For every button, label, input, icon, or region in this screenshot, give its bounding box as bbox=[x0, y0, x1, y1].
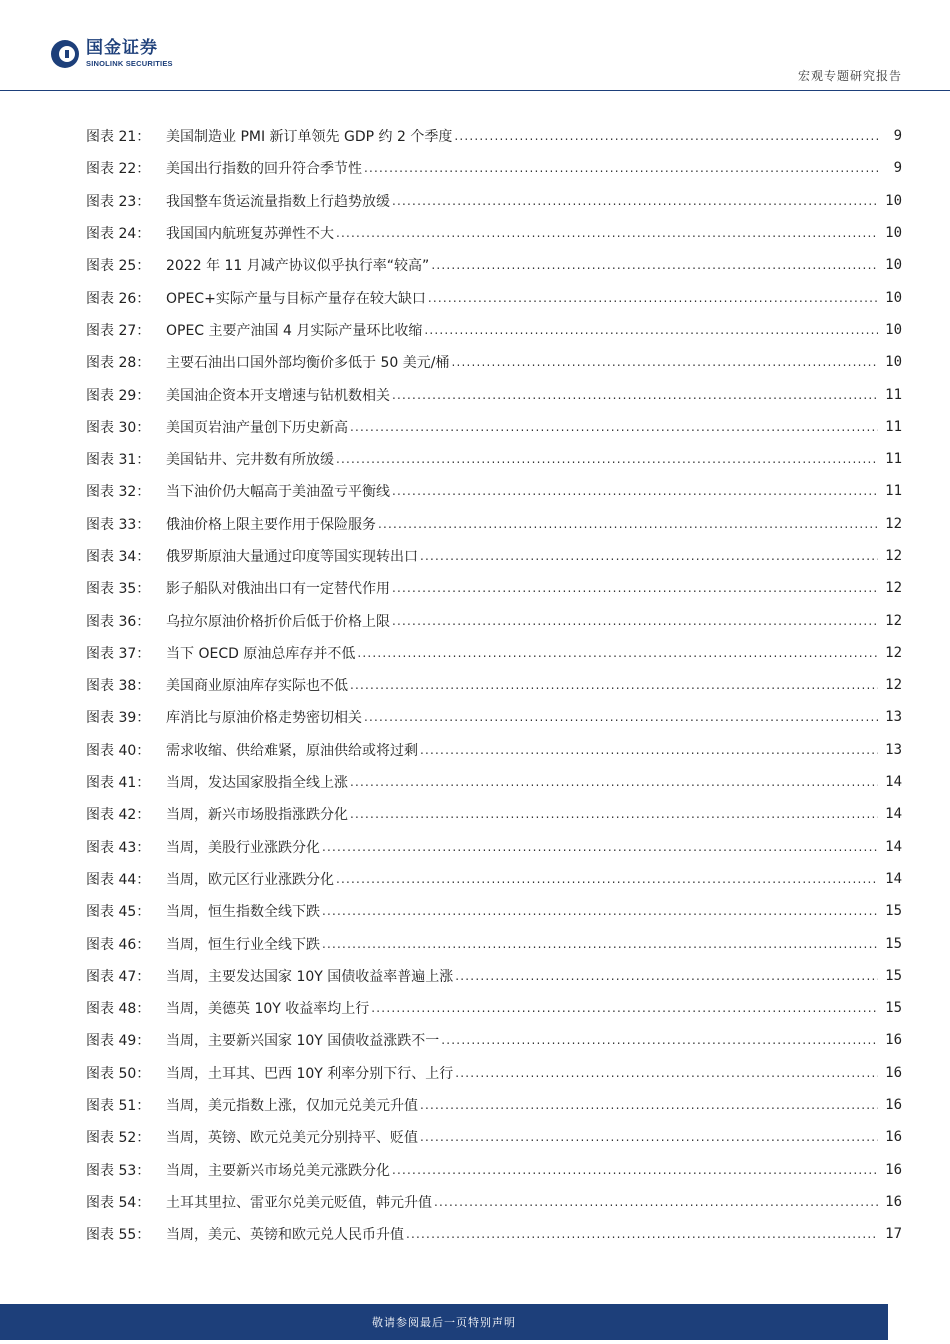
toc-entry-title: 当周，主要新兴市场兑美元涨跌分化 bbox=[166, 1162, 390, 1179]
toc-entry-label: 图表 38： bbox=[86, 678, 151, 695]
toc-entry-title: 当周，恒生行业全线下跌 bbox=[166, 936, 320, 953]
toc-leader-dots bbox=[431, 258, 878, 272]
toc-entry-label: 图表 37： bbox=[86, 645, 151, 662]
toc-entry-label: 图表 21： bbox=[86, 129, 151, 146]
toc-entry-page: 16 bbox=[885, 1129, 902, 1146]
toc-entry-title: 当周，美元、英镑和欧元兑人民币升值 bbox=[166, 1227, 404, 1244]
toc-entry-title: 库消比与原油价格走势密切相关 bbox=[166, 710, 362, 727]
toc-entry-page: 12 bbox=[885, 580, 902, 597]
toc-entry-page: 14 bbox=[885, 774, 902, 791]
toc-entry[interactable] bbox=[86, 411, 902, 443]
toc-entry[interactable] bbox=[86, 378, 902, 410]
toc-leader-dots bbox=[392, 484, 878, 498]
toc-entry-label: 图表 40： bbox=[86, 742, 151, 759]
toc-entry[interactable] bbox=[86, 992, 902, 1024]
logo-english-name: SINOLINK SECURITIES bbox=[86, 59, 173, 69]
toc-entry-page: 16 bbox=[885, 1032, 902, 1049]
toc-leader-dots bbox=[451, 355, 878, 369]
sinolink-logo bbox=[50, 36, 173, 72]
toc-entry-title: 当周，土耳其、巴西 10Y 利率分别下行、上行 bbox=[166, 1065, 454, 1082]
toc-entry-label: 图表 52： bbox=[86, 1130, 151, 1147]
toc-entry[interactable] bbox=[86, 249, 902, 281]
toc-entry-title: 我国整车货运流量指数上行趋势放缓 bbox=[166, 193, 390, 210]
toc-entry-page: 11 bbox=[885, 418, 902, 435]
toc-entry-title: 当下油价仍大幅高于美油盈亏平衡线 bbox=[166, 484, 390, 501]
toc-entry[interactable] bbox=[86, 960, 902, 992]
toc-entry-title: 当周，主要发达国家 10Y 国债收益率普遍上涨 bbox=[166, 968, 454, 985]
toc-entry[interactable] bbox=[86, 798, 902, 830]
toc-entry-page: 10 bbox=[885, 321, 902, 338]
footer-bar bbox=[0, 1304, 888, 1340]
toc-leader-dots bbox=[322, 937, 878, 951]
toc-entry-label: 图表 26： bbox=[86, 290, 151, 307]
toc-entry[interactable] bbox=[86, 766, 902, 798]
toc-entry[interactable] bbox=[86, 1186, 902, 1218]
toc-entry-title: 美国油企资本开支增速与钻机数相关 bbox=[166, 387, 390, 404]
toc-entry[interactable] bbox=[86, 1154, 902, 1186]
toc-entry-page: 13 bbox=[885, 741, 902, 758]
toc-entry[interactable] bbox=[86, 120, 902, 152]
toc-entry-page: 10 bbox=[885, 289, 902, 306]
toc-entry[interactable] bbox=[86, 152, 902, 184]
toc-entry-title: 我国国内航班复苏弹性不大 bbox=[166, 226, 334, 243]
toc-entry-label: 图表 43： bbox=[86, 839, 151, 856]
toc-entry[interactable] bbox=[86, 701, 902, 733]
toc-entry[interactable] bbox=[86, 1089, 902, 1121]
toc-entry-title: 当周，英镑、欧元兑美元分别持平、贬值 bbox=[166, 1130, 418, 1147]
toc-entry-page: 10 bbox=[885, 225, 902, 242]
toc-leader-dots bbox=[322, 904, 878, 918]
toc-entry-title: 当周，美股行业涨跌分化 bbox=[166, 839, 320, 856]
toc-entry-label: 图表 45： bbox=[86, 904, 151, 921]
toc-entry-page: 9 bbox=[893, 128, 902, 145]
header-divider bbox=[0, 90, 950, 91]
toc-entry[interactable] bbox=[86, 281, 902, 313]
toc-entry-label: 图表 50： bbox=[86, 1065, 151, 1082]
toc-entry-page: 12 bbox=[885, 548, 902, 564]
toc-entry-label: 图表 32： bbox=[86, 484, 151, 501]
toc-entry-title: 主要石油出口国外部均衡价多低于 50 美元/桶 bbox=[166, 355, 450, 372]
toc-entry-page: 16 bbox=[885, 1097, 902, 1114]
toc-entry[interactable] bbox=[86, 475, 902, 507]
toc-entry-label: 图表 54： bbox=[86, 1194, 151, 1211]
toc-entry-page: 12 bbox=[885, 677, 902, 694]
toc-entry[interactable] bbox=[86, 572, 902, 604]
toc-leader-dots bbox=[406, 1227, 878, 1241]
toc-leader-dots bbox=[455, 1066, 878, 1080]
toc-entry[interactable] bbox=[86, 508, 902, 540]
toc-entry-title: 俄油价格上限主要作用于保险服务 bbox=[166, 516, 376, 533]
toc-leader-dots bbox=[428, 291, 878, 305]
toc-entry[interactable] bbox=[86, 1057, 902, 1089]
toc-entry-label: 图表 27： bbox=[86, 322, 151, 339]
toc-entry-label: 图表 51： bbox=[86, 1098, 151, 1115]
toc-entry-label: 图表 44： bbox=[86, 871, 151, 888]
toc-entry-title: 土耳其里拉、雷亚尔兑美元贬值，韩元升值 bbox=[166, 1194, 432, 1211]
toc-entry-page: 12 bbox=[885, 612, 902, 629]
toc-entry[interactable] bbox=[86, 604, 902, 636]
footer-disclaimer: 敬请参阅最后一页特别声明 bbox=[372, 1316, 516, 1329]
toc-entry-page: 10 bbox=[885, 354, 902, 371]
toc-entry[interactable] bbox=[86, 927, 902, 959]
toc-leader-dots bbox=[364, 161, 878, 175]
toc-leader-dots bbox=[455, 969, 878, 983]
toc-entry-label: 图表 28： bbox=[86, 355, 151, 372]
toc-leader-dots bbox=[454, 129, 878, 143]
toc-entry-title: 当周，发达国家股指全线上涨 bbox=[166, 775, 348, 792]
toc-leader-dots bbox=[392, 1163, 878, 1177]
toc-entry[interactable] bbox=[86, 314, 902, 346]
toc-entry-label: 图表 49： bbox=[86, 1033, 151, 1050]
toc-entry-label: 图表 53： bbox=[86, 1162, 151, 1179]
toc-entry[interactable] bbox=[86, 734, 902, 766]
toc-entry-title: 俄罗斯原油大量通过印度等国实现转出口 bbox=[166, 549, 418, 565]
toc-leader-dots bbox=[357, 646, 878, 660]
toc-entry-title: 美国制造业 PMI 新订单领先 GDP 约 2 个季度 bbox=[166, 129, 453, 146]
toc-entry-page: 14 bbox=[885, 806, 902, 823]
toc-entry[interactable] bbox=[86, 540, 902, 572]
toc-entry-label: 图表 29： bbox=[86, 387, 151, 404]
toc-entry-title: 美国商业原油库存实际也不低 bbox=[166, 678, 348, 695]
toc-entry-page: 10 bbox=[885, 257, 902, 274]
toc-entry-page: 12 bbox=[885, 515, 902, 532]
toc-entry-page: 9 bbox=[893, 160, 902, 177]
toc-entry-page: 11 bbox=[885, 483, 902, 500]
toc-entry-label: 图表 25： bbox=[86, 258, 151, 275]
toc-entry[interactable] bbox=[86, 669, 902, 701]
toc-entry[interactable] bbox=[86, 637, 902, 669]
toc-leader-dots bbox=[420, 743, 878, 757]
sinolink-logo-icon bbox=[50, 39, 80, 69]
toc-entry-page: 13 bbox=[885, 709, 902, 726]
toc-entry-title: OPEC 主要产油国 4 月实际产量环比收缩 bbox=[166, 322, 423, 339]
toc-entry[interactable] bbox=[86, 895, 902, 927]
toc-entry-page: 14 bbox=[885, 838, 902, 855]
toc-entry[interactable] bbox=[86, 831, 902, 863]
toc-entry-label: 图表 34： bbox=[86, 549, 151, 565]
toc-entry-title: 乌拉尔原油价格折价后低于价格上限 bbox=[166, 613, 390, 630]
toc-entry-title: 当周，美德英 10Y 收益率均上行 bbox=[166, 1001, 370, 1018]
toc-leader-dots bbox=[322, 840, 878, 854]
toc-entry-title: 当周，恒生指数全线下跌 bbox=[166, 904, 320, 921]
toc-leader-dots bbox=[364, 710, 878, 724]
toc-leader-dots bbox=[441, 1033, 878, 1047]
toc-entry[interactable] bbox=[86, 863, 902, 895]
toc-entry-page: 11 bbox=[885, 386, 902, 403]
toc-entry[interactable] bbox=[86, 443, 902, 475]
toc-entry-label: 图表 35： bbox=[86, 581, 151, 598]
toc-entry-page: 15 bbox=[885, 935, 902, 952]
toc-leader-dots bbox=[392, 581, 878, 595]
toc-entry[interactable] bbox=[86, 346, 902, 378]
toc-leader-dots bbox=[378, 517, 878, 531]
toc-entry-title: 美国页岩油产量创下历史新高 bbox=[166, 419, 348, 436]
toc-entry-title: 当周，主要新兴国家 10Y 国债收益涨跌不一 bbox=[166, 1033, 440, 1050]
toc-entry[interactable] bbox=[86, 1218, 902, 1250]
toc-entry-page: 16 bbox=[885, 1161, 902, 1178]
toc-entry-title: 当周，新兴市场股指涨跌分化 bbox=[166, 807, 348, 824]
toc-entry-title: 影子船队对俄油出口有一定替代作用 bbox=[166, 581, 390, 598]
toc-entry-title: 当周，美元指数上涨，仅加元兑美元升值 bbox=[166, 1098, 418, 1115]
toc-entry-title: 2022 年 11 月减产协议似乎执行率“较高” bbox=[166, 258, 430, 275]
toc-leader-dots bbox=[350, 775, 878, 789]
toc-entry-page: 15 bbox=[885, 967, 902, 984]
toc-entry-label: 图表 47： bbox=[86, 968, 151, 985]
toc-entry-page: 10 bbox=[885, 192, 902, 209]
toc-entry-label: 图表 48： bbox=[86, 1001, 151, 1018]
toc-leader-dots bbox=[371, 1001, 878, 1015]
toc-leader-dots bbox=[424, 323, 878, 337]
toc-entry-label: 图表 33： bbox=[86, 516, 151, 533]
toc-leader-dots bbox=[420, 1130, 878, 1144]
toc-entry-label: 图表 55： bbox=[86, 1227, 151, 1244]
toc-entry-title: 美国钻井、完井数有所放缓 bbox=[166, 452, 334, 469]
toc-leader-dots bbox=[392, 194, 878, 208]
toc-entry-title: OPEC+实际产量与目标产量存在较大缺口 bbox=[166, 290, 426, 307]
toc-leader-dots bbox=[392, 388, 878, 402]
toc-leader-dots bbox=[336, 872, 878, 886]
figure-list bbox=[86, 120, 902, 1250]
toc-entry-page: 12 bbox=[885, 644, 902, 661]
toc-entry-label: 图表 41： bbox=[86, 775, 151, 792]
toc-entry-label: 图表 36： bbox=[86, 613, 151, 630]
toc-entry-title: 需求收缩、供给难紧，原油供给或将过剩 bbox=[166, 742, 418, 759]
toc-leader-dots bbox=[336, 452, 878, 466]
toc-entry-label: 图表 46： bbox=[86, 936, 151, 953]
toc-leader-dots bbox=[434, 1195, 878, 1209]
toc-entry-page: 15 bbox=[885, 903, 902, 920]
toc-leader-dots bbox=[350, 420, 878, 434]
toc-entry-label: 图表 30： bbox=[86, 419, 151, 436]
report-type: 宏观专题研究报告 bbox=[797, 69, 902, 83]
toc-entry-title: 当下 OECD 原油总库存并不低 bbox=[166, 645, 356, 662]
toc-leader-dots bbox=[420, 549, 878, 563]
page-header bbox=[0, 0, 950, 92]
toc-entry-page: 16 bbox=[885, 1064, 902, 1081]
toc-entry-title: 美国出行指数的回升符合季节性 bbox=[166, 161, 362, 178]
toc-entry-page: 16 bbox=[885, 1193, 902, 1210]
toc-entry-label: 图表 39： bbox=[86, 710, 151, 727]
toc-entry-page: 17 bbox=[885, 1226, 902, 1243]
toc-entry[interactable] bbox=[86, 185, 902, 217]
toc-entry-label: 图表 23： bbox=[86, 193, 151, 210]
toc-leader-dots bbox=[392, 614, 878, 628]
logo-chinese-name: 国金证券 bbox=[86, 38, 158, 59]
toc-entry-label: 图表 42： bbox=[86, 807, 151, 824]
toc-entry-label: 图表 31： bbox=[86, 452, 151, 469]
toc-entry[interactable] bbox=[86, 1121, 902, 1153]
toc-entry-page: 14 bbox=[885, 870, 902, 887]
toc-entry-page: 15 bbox=[885, 1000, 902, 1017]
toc-leader-dots bbox=[350, 807, 878, 821]
toc-entry[interactable] bbox=[86, 1024, 902, 1056]
toc-entry-label: 图表 22： bbox=[86, 161, 151, 178]
toc-entry-page: 11 bbox=[885, 451, 902, 468]
toc-entry[interactable] bbox=[86, 217, 902, 249]
toc-entry-title: 当周，欧元区行业涨跌分化 bbox=[166, 871, 334, 888]
toc-entry-label: 图表 24： bbox=[86, 226, 151, 243]
toc-leader-dots bbox=[420, 1098, 878, 1112]
toc-leader-dots bbox=[350, 678, 878, 692]
toc-leader-dots bbox=[336, 226, 878, 240]
